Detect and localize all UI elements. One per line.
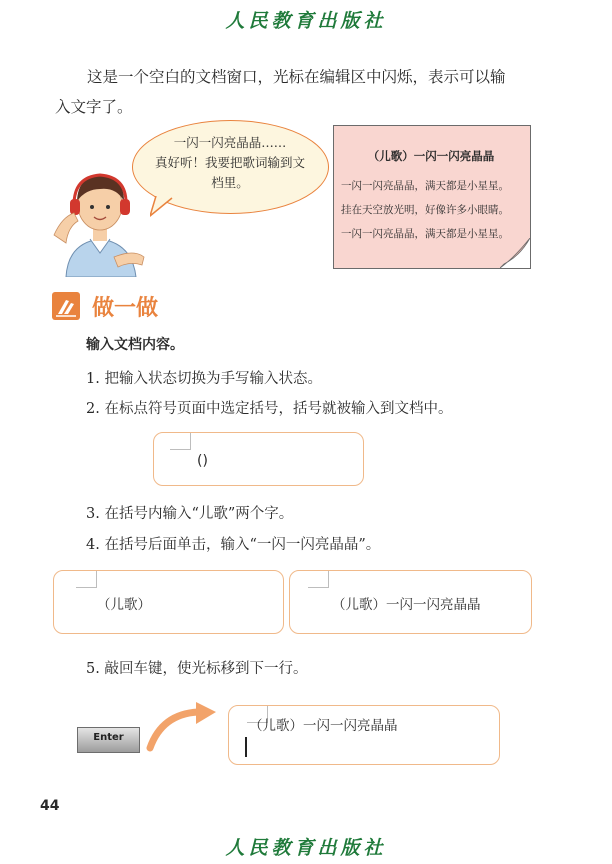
window-4-text: （儿歌）一闪一闪亮晶晶 bbox=[249, 718, 398, 734]
step-2: 2. 在标点符号页面中选定括号，括号就被输入到文档中。 bbox=[86, 401, 453, 417]
speech-bubble-text bbox=[140, 133, 320, 193]
hand-writing-icon bbox=[52, 292, 80, 320]
speech-line-3: 档里。 bbox=[211, 175, 249, 190]
enter-key-icon: Enter bbox=[77, 727, 140, 753]
step-3: 3. 在括号内输入“儿歌”两个字。 bbox=[86, 506, 294, 522]
header-publisher-logo: 人民教育出版社 bbox=[225, 10, 387, 32]
curved-arrow-icon bbox=[146, 700, 218, 752]
speech-line-2: 真好听！我要把歌词输到文 bbox=[154, 155, 305, 170]
section-title: 做一做 bbox=[92, 296, 159, 321]
section-subhead: 输入文档内容。 bbox=[86, 337, 184, 353]
note-line-1: 一闪一闪亮晶晶，满天都是小星星。 bbox=[341, 180, 509, 192]
note-line-3: 一闪一闪亮晶晶，满天都是小星星。 bbox=[341, 228, 509, 240]
note-line-2: 挂在天空放光明，好像许多小眼睛。 bbox=[341, 204, 509, 216]
page-number: 44 bbox=[40, 798, 60, 814]
intro-line-1: 这是一个空白的文档窗口，光标在编辑区中闪烁，表示可以输 bbox=[87, 68, 506, 86]
note-fold-corner bbox=[500, 238, 532, 270]
step-1: 1. 把输入状态切换为手写输入状态。 bbox=[86, 371, 322, 387]
step-5: 5. 敲回车键，使光标移到下一行。 bbox=[86, 661, 308, 677]
document-window-3 bbox=[289, 570, 532, 634]
window-3-text: （儿歌）一闪一闪亮晶晶 bbox=[332, 597, 481, 613]
window-2-text: （儿歌） bbox=[97, 597, 151, 613]
document-window-4 bbox=[228, 705, 500, 765]
speech-bubble-tail bbox=[150, 196, 180, 218]
window-margin-corner bbox=[76, 571, 97, 588]
window-1-text: () bbox=[197, 453, 208, 469]
footer-publisher-logo: 人民教育出版社 bbox=[225, 837, 387, 859]
text-cursor bbox=[245, 737, 247, 757]
speech-line-1: 一闪一闪亮晶晶…… bbox=[173, 135, 287, 150]
window-margin-corner bbox=[170, 433, 191, 450]
document-window-1 bbox=[153, 432, 364, 486]
window-margin-corner bbox=[308, 571, 329, 588]
note-title: （儿歌）一闪一闪亮晶晶 bbox=[367, 149, 495, 163]
intro-line-2: 入文字了。 bbox=[55, 98, 133, 116]
intro-paragraph bbox=[55, 62, 560, 122]
document-window-2 bbox=[53, 570, 284, 634]
step-4: 4. 在括号后面单击，输入“一闪一闪亮晶晶”。 bbox=[86, 537, 381, 553]
